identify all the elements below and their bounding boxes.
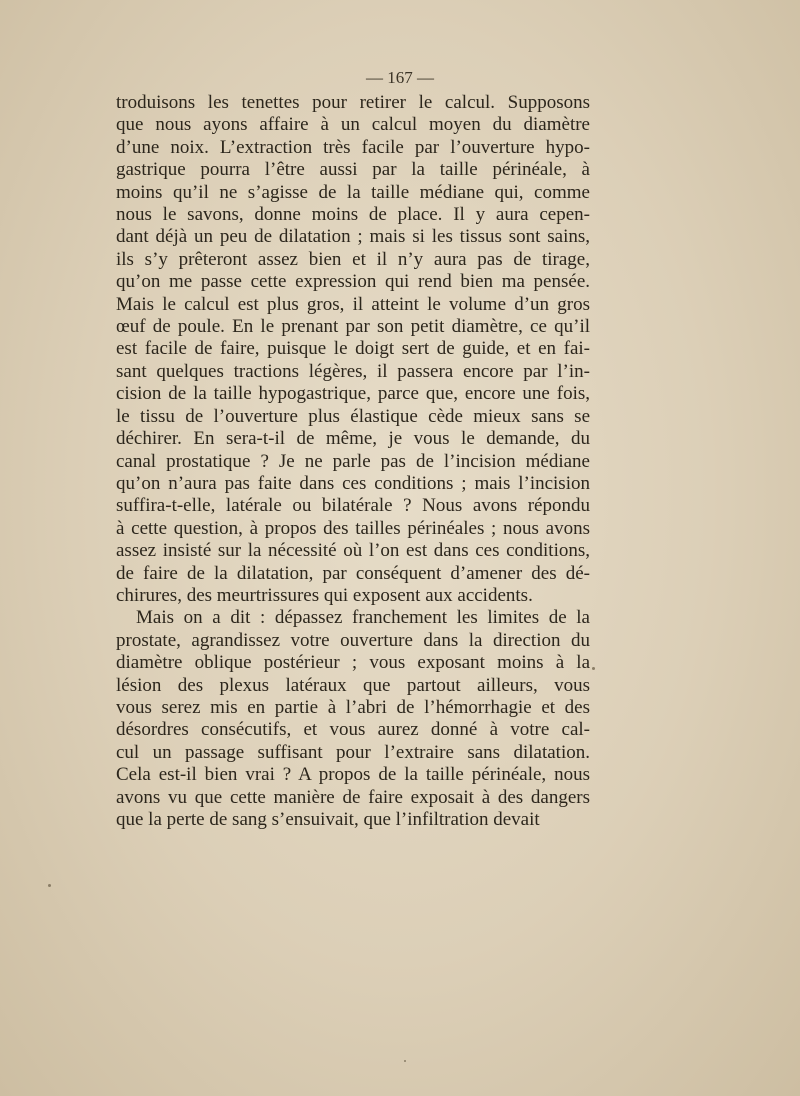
paper-speck <box>592 667 595 670</box>
text-line: diamètre oblique postérieur ; vous exposant moins à la <box>116 652 590 674</box>
text-line: lésion des plexus latéraux que partout ailleurs, vous <box>116 674 590 696</box>
text-line: ils s’y prêteront assez bien et il n’y aura pas de tirage, <box>116 248 590 270</box>
text-line: vous serez mis en partie à l’abri de l’hémorrhagie et des <box>116 696 590 718</box>
text-line: est facile de faire, puisque le doigt sert de guide, et en fai- <box>116 338 590 360</box>
text-line: désordres consécutifs, et vous aurez donné à votre cal- <box>116 719 590 741</box>
text-line: qu’on me passe cette expression qui rend bien ma pensée. <box>116 271 590 293</box>
text-line: déchirer. En sera-t-il de même, je vous le demande, du <box>116 428 590 450</box>
text-line: cision de la taille hypogastrique, parce que, encore une fois, <box>116 383 590 405</box>
text-line: avons vu que cette manière de faire exposait à des dangers <box>116 786 590 808</box>
text-line: de faire de la dilatation, par conséquent d’amener des dé- <box>116 562 590 584</box>
text-line: chirures, des meurtrissures qui exposent aux accidents. <box>116 584 533 606</box>
paper-speck <box>48 884 51 887</box>
text-line: nous le savons, donne moins de place. Il y aura cepen- <box>116 204 590 226</box>
text-line: Mais le calcul est plus gros, il atteint le volume d’un gros <box>116 293 590 315</box>
text-line: Cela est-il bien vrai ? A propos de la taille périnéale, nous <box>116 764 590 786</box>
text-line: suffira-t-elle, latérale ou bilatérale ? Nous avons répondu <box>116 495 590 517</box>
text-line: dant déjà un peu de dilatation ; mais si les tissus sont sains, <box>116 226 590 248</box>
body-text <box>116 92 590 831</box>
text-line: qu’on n’aura pas faite dans ces conditions ; mais l’incision <box>116 472 590 494</box>
text-line: moins qu’il ne s’agisse de la taille médiane qui, comme <box>116 181 590 203</box>
text-line: cul un passage suffisant pour l’extraire sans dilatation. <box>116 741 590 763</box>
text-line: que nous ayons affaire à un calcul moyen du diamètre <box>116 114 590 136</box>
text-line: le tissu de l’ouverture plus élastique cède mieux sans se <box>116 405 590 427</box>
text-line: d’une noix. L’extraction très facile par l’ouverture hypo- <box>116 136 590 158</box>
text-line: Mais on a dit : dépassez franchement les limites de la <box>136 607 590 629</box>
text-line: œuf de poule. En le prenant par son petit diamètre, ce qu’il <box>116 316 590 338</box>
page-number-header: — 167 — <box>366 68 434 87</box>
text-line: sant quelques tractions légères, il passera encore par l’in- <box>116 360 590 382</box>
text-line: gastrique pourra l’être aussi par la taille périnéale, à <box>116 159 590 181</box>
paper-speck <box>404 1060 406 1062</box>
text-line: à cette question, à propos des tailles périnéales ; nous avons <box>116 517 590 539</box>
text-line: que la perte de sang s’ensuivait, que l’infiltration devait <box>116 809 540 830</box>
text-line: prostate, agrandissez votre ouverture dans la direction du <box>116 629 590 651</box>
text-line: canal prostatique ? Je ne parle pas de l’incision médiane <box>116 450 590 472</box>
text-line: assez insisté sur la nécessité où l’on est dans ces conditions, <box>116 540 590 562</box>
text-line: troduisons les tenettes pour retirer le calcul. Supposons <box>116 92 590 113</box>
